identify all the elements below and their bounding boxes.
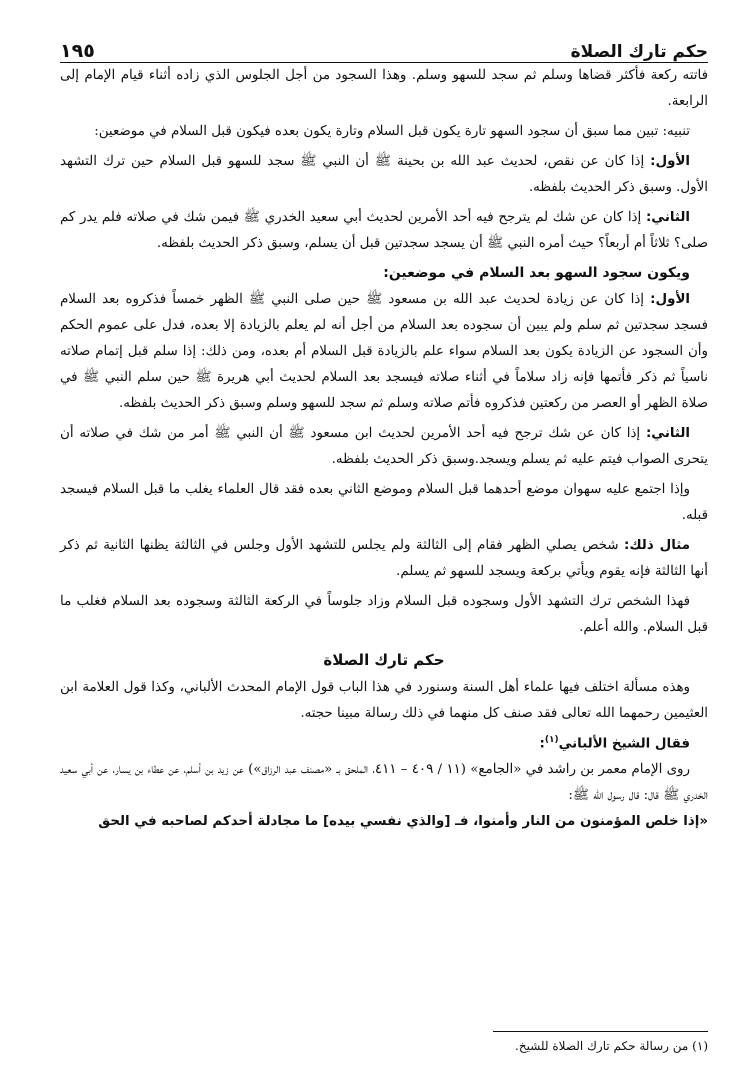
- paragraph-text: إذا كان عن شك لم يترجح فيه أحد الأمرين لحديث أبي سعيد الخدري ﷺ فيمن شك في صلاته فلم يدر كم صلى؟ ثلاثاً أم أربعاً؟ حيث أمره النبي ﷺ أن يسجد سجدتين قبل أن يسلم، وسبق ذكر الحديث بلفظه.: [60, 210, 708, 251]
- lead-label: الثاني:: [645, 426, 690, 441]
- paragraph-after-second: [60, 421, 708, 473]
- paragraph-text: إذا كان عن زيادة لحديث عبد الله بن مسعود ﷺ حين صلى النبي ﷺ الظهر خمساً فذكروه بعد السلام فسجد سجدتين ثم سلم ولم يبين أن سجوده بعد السلام من أجل أنه لم يعلم بالزيادة إلا بعده، فدل على عموم الحكم وأن السجود عن الزيادة يكون بعد السلام سواء علم بالزيادة قبل السلام أم بعده، ومن ذلك: إذا سلم قبل إتمام صلاته ناسياً ثم ذكر فأتمها فإنه زاد سلاماً في أثناء صلاته فيسجد بعد السلام لحديث أبي هريرة ﷺ حين سلم النبي ﷺ في صلاة الظهر أو العصر من ركعتين فذكروه فأتم صلاته وسلم ثم سجد للسهو وسلم وسبق ذكر الحديث بلفظه.: [60, 292, 708, 411]
- subheading: ويكون سجود السهو بعد السلام في موضعين:: [383, 265, 690, 281]
- lead-label: الأول:: [650, 292, 690, 307]
- paragraph-conclusion: فهذا الشخص ترك التشهد الأول وسجوده قبل السلام وزاد جلوساً في الركعة الثالثة وسجوده بعد السلام فغلب ما قبل السلام. والله أعلم.: [60, 594, 708, 635]
- paragraph-note: تنبيه: تبين مما سبق أن سجود السهو تارة يكون قبل السلام وتارة يكون بعده فيكون قبل السلام في موضعين:: [94, 124, 690, 139]
- document-page: [60, 28, 708, 1068]
- paragraph-first-case: [60, 149, 708, 201]
- paragraph-text: إذا كان عن شك ترجح فيه أحد الأمرين لحديث ابن مسعود ﷺ أن النبي ﷺ أمر من شك في صلاته أن يتحرى الصواب فيتم عليه ثم يسلم ويسجد.وسبق ذكر الحديث بلفظه.: [60, 426, 708, 467]
- paragraph-text: شخص يصلي الظهر فقام إلى الثالثة ولم يجلس للتشهد الأول وجلس في الثالثة يظنها الثانية ثم ذكر أنها الثالثة فإنه يقوم ويأتي بركعة ويسجد للسهو ثم يسلم.: [60, 538, 708, 579]
- quote-heading: [60, 727, 708, 757]
- quote-heading-colon: :: [539, 736, 545, 752]
- paragraph-second-case: [60, 205, 708, 257]
- paragraph-combined: وإذا اجتمع عليه سهوان موضع أحدهما قبل السلام وموضع الثاني بعده فقد قال العلماء يغلب ما قبل السلام فيسجد قبله.: [60, 482, 708, 523]
- paragraph-1: فاتته ركعة فأكثر قضاها وسلم ثم سجد للسهو وسلم. وهذا السجود من أجل الجلوس الذي زاده أثناء قيام الإمام إلى الرابعة.: [60, 68, 708, 109]
- section-title: حكم تارك الصلاة: [323, 651, 445, 669]
- page-number: ١٩٥: [60, 40, 95, 62]
- lead-label: مثال ذلك:: [623, 538, 690, 553]
- paragraph-text: إذا كان عن نقص، لحديث عبد الله بن بحينة ﷺ أن النبي ﷺ سجد للسهو قبل السلام حين ترك التشهد الأول. وسبق ذكر الحديث بلفظه.: [60, 154, 708, 195]
- quote-heading-text: فقال الشيخ الألباني: [558, 736, 690, 752]
- hadith-text: «إذا خلص المؤمنون من النار وأمنوا، فـ [والذي نفسي بيده] ما مجادلة أحدكم لصاحبه في الحق: [98, 814, 708, 830]
- lead-label: الثاني:: [645, 210, 690, 225]
- page-header: [60, 28, 708, 63]
- lead-label: الأول:: [650, 154, 690, 169]
- paragraph-example: [60, 533, 708, 585]
- paragraph-intro: وهذه مسألة اختلف فيها علماء أهل السنة وسنورد في هذا الباب قول الإمام المحدث الألباني، وكذا قول العلامة ابن العثيمين رحمهما الله تعالى فقد صنف كل منهما في ذلك رسالة مبينا حجته.: [60, 680, 708, 721]
- paragraph-narration: روى الإمام معمر بن راشد في «الجامع» (١١ / ٤٠٩ – ٤١١، الملحق بـ «مصنف عبد الرزاق») عن زيد بن أسلم، عن عطاء بن يسار، عن أبي سعيد الخدري ﷺ قال: قال رسول الله ﷺ:: [60, 762, 708, 804]
- footnote-divider: [493, 1031, 708, 1032]
- paragraph-after-first: [60, 287, 708, 417]
- footnote: (١) من رسالة حكم تارك الصلاة للشيخ.: [515, 1039, 708, 1053]
- footnote-ref[interactable]: (١): [544, 735, 559, 745]
- running-title: حكم تارك الصلاة: [570, 42, 708, 62]
